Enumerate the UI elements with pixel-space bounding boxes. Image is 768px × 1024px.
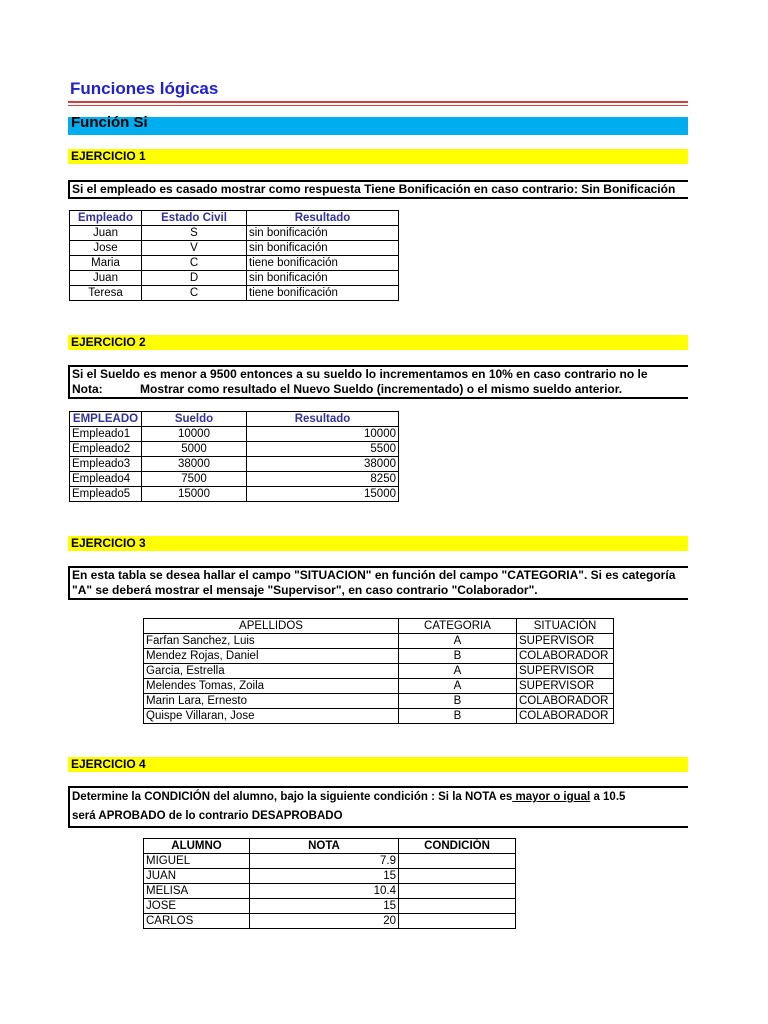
exercise-2-heading: EJERCICIO 2 xyxy=(71,335,146,349)
exercise-1-bar xyxy=(68,149,688,164)
table-row xyxy=(70,226,399,241)
cell-alumno[interactable]: CARLOS xyxy=(144,914,250,929)
table-row xyxy=(144,854,516,869)
cell-empleado[interactable]: Empleado2 xyxy=(70,442,142,457)
title-divider-thin xyxy=(68,105,688,106)
cell-resultado[interactable]: 5500 xyxy=(247,442,399,457)
desc-text-end: a 10.5 xyxy=(590,791,626,803)
cell-nota[interactable]: 20 xyxy=(250,914,399,929)
table-row xyxy=(70,472,399,487)
cell-resultado[interactable]: sin bonificación xyxy=(247,241,399,256)
table-row xyxy=(144,899,516,914)
table-header-row xyxy=(70,412,399,427)
exercise-1-desc-line: Si el empleado es casado mostrar como respuesta Tiene Bonificación en caso contrario: Sin Bonificación xyxy=(72,182,676,196)
cell-empleado[interactable]: Empleado3 xyxy=(70,457,142,472)
table-row xyxy=(144,709,614,724)
desc-text: Determine la CONDICIÓN del alumno, bajo la siguiente condición : Si la NOTA es xyxy=(72,791,513,803)
cell-nota[interactable]: 7.9 xyxy=(250,854,399,869)
cell-situacion[interactable]: SUPERVISOR xyxy=(517,664,614,679)
cell-estado-civil[interactable]: S xyxy=(142,226,247,241)
column-header-apellidos[interactable]: APELLIDOS xyxy=(144,619,399,634)
nota-text: Mostrar como resultado el Nuevo Sueldo (incrementado) o el mismo sueldo anterior. xyxy=(140,382,623,396)
cell-estado-civil[interactable]: V xyxy=(142,241,247,256)
cell-empleado[interactable]: Juan xyxy=(70,271,142,286)
cell-resultado[interactable]: tiene bonificación xyxy=(247,286,399,301)
cell-condicion[interactable] xyxy=(399,914,516,929)
cell-apellidos[interactable]: Marin Lara, Ernesto xyxy=(144,694,399,709)
cell-categoria[interactable]: A xyxy=(399,634,517,649)
table-row xyxy=(144,679,614,694)
cell-situacion[interactable]: COLABORADOR xyxy=(517,649,614,664)
exercise-1-table xyxy=(69,210,399,301)
exercise-3-table xyxy=(143,618,614,724)
cell-categoria[interactable]: A xyxy=(399,679,517,694)
cell-empleado[interactable]: Maria xyxy=(70,256,142,271)
exercise-1-description[interactable] xyxy=(68,180,688,199)
table-row xyxy=(70,271,399,286)
column-header-nota[interactable]: NOTA xyxy=(250,839,399,854)
cell-sueldo[interactable]: 15000 xyxy=(142,487,247,502)
section-title: Función Si xyxy=(71,114,148,131)
exercise-1-heading: EJERCICIO 1 xyxy=(71,149,146,163)
exercise-3-desc-line-1: En esta tabla se desea hallar el campo "SITUACION" en función del campo "CATEGORIA". Si es categoría xyxy=(72,568,676,582)
cell-alumno[interactable]: JOSE xyxy=(144,899,250,914)
cell-estado-civil[interactable]: C xyxy=(142,286,247,301)
exercise-2-description[interactable] xyxy=(68,365,688,399)
cell-condicion[interactable] xyxy=(399,899,516,914)
cell-apellidos[interactable]: Garcia, Estrella xyxy=(144,664,399,679)
nota-label: Nota: xyxy=(72,382,103,396)
column-header-sueldo[interactable]: Sueldo xyxy=(142,412,247,427)
cell-sueldo[interactable]: 38000 xyxy=(142,457,247,472)
cell-nota[interactable]: 10.4 xyxy=(250,884,399,899)
cell-situacion[interactable]: COLABORADOR xyxy=(517,694,614,709)
table-header-row xyxy=(70,211,399,226)
cell-apellidos[interactable]: Farfan Sanchez, Luis xyxy=(144,634,399,649)
table-header-row xyxy=(144,839,516,854)
cell-apellidos[interactable]: Quispe Villaran, Jose xyxy=(144,709,399,724)
exercise-4-table xyxy=(143,838,516,929)
cell-resultado[interactable]: 8250 xyxy=(247,472,399,487)
cell-resultado[interactable]: 10000 xyxy=(247,427,399,442)
table-row xyxy=(144,649,614,664)
column-header-estado-civil[interactable]: Estado Civil xyxy=(142,211,247,226)
cell-alumno[interactable]: JUAN xyxy=(144,869,250,884)
exercise-2-desc-line-1: Si el Sueldo es menor a 9500 entonces a su sueldo lo incrementamos en 10% en caso contrario no le xyxy=(72,367,648,381)
cell-condicion[interactable] xyxy=(399,869,516,884)
table-row xyxy=(70,457,399,472)
page-title: Funciones lógicas xyxy=(70,79,219,98)
column-header-resultado[interactable]: Resultado xyxy=(247,412,399,427)
cell-apellidos[interactable]: Mendez Rojas, Daniel xyxy=(144,649,399,664)
cell-resultado[interactable]: tiene bonificación xyxy=(247,256,399,271)
cell-resultado[interactable]: sin bonificación xyxy=(247,271,399,286)
column-header-empleado[interactable]: Empleado xyxy=(70,211,142,226)
cell-categoria[interactable]: B xyxy=(399,709,517,724)
table-row xyxy=(144,869,516,884)
cell-condicion[interactable] xyxy=(399,854,516,869)
cell-empleado[interactable]: Juan xyxy=(70,226,142,241)
exercise-4-heading: EJERCICIO 4 xyxy=(71,757,146,771)
cell-situacion[interactable]: COLABORADOR xyxy=(517,709,614,724)
table-row xyxy=(144,694,614,709)
cell-empleado[interactable]: Teresa xyxy=(70,286,142,301)
exercise-3-bar xyxy=(68,536,688,551)
cell-empleado[interactable]: Empleado4 xyxy=(70,472,142,487)
table-row xyxy=(70,241,399,256)
cell-resultado[interactable]: 38000 xyxy=(247,457,399,472)
table-row xyxy=(144,634,614,649)
cell-alumno[interactable]: MIGUEL xyxy=(144,854,250,869)
cell-categoria[interactable]: B xyxy=(399,694,517,709)
cell-apellidos[interactable]: Melendes Tomas, Zoila xyxy=(144,679,399,694)
cell-estado-civil[interactable]: D xyxy=(142,271,247,286)
desc-underlined-text: mayor o igual xyxy=(512,791,591,803)
column-header-empleado[interactable]: EMPLEADO xyxy=(70,412,142,427)
cell-empleado[interactable]: Empleado1 xyxy=(70,427,142,442)
table-row xyxy=(144,884,516,899)
table-row xyxy=(70,256,399,271)
column-header-condicion[interactable]: CONDICIÓN xyxy=(399,839,516,854)
cell-estado-civil[interactable]: C xyxy=(142,256,247,271)
exercise-2-bar xyxy=(68,335,688,350)
column-header-alumno[interactable]: ALUMNO xyxy=(144,839,250,854)
table-row xyxy=(70,286,399,301)
exercise-2-desc-line-2 xyxy=(70,382,688,397)
table-row xyxy=(70,427,399,442)
exercise-2-table xyxy=(69,411,399,502)
exercise-4-bar xyxy=(68,757,688,772)
cell-categoria[interactable]: B xyxy=(399,649,517,664)
exercise-4-desc-line-1 xyxy=(70,788,688,807)
exercise-4-description[interactable] xyxy=(68,786,688,828)
column-header-resultado[interactable]: Resultado xyxy=(247,211,399,226)
column-header-situacion[interactable]: SITUACIÓN xyxy=(517,619,614,634)
cell-nota[interactable]: 15 xyxy=(250,869,399,884)
exercise-4-desc-line-2: será APROBADO de lo contrario DESAPROBADO xyxy=(72,810,343,822)
section-header-bar xyxy=(68,114,688,135)
cell-categoria[interactable]: A xyxy=(399,664,517,679)
table-row xyxy=(144,664,614,679)
table-header-row xyxy=(144,619,614,634)
cell-alumno[interactable]: MELISA xyxy=(144,884,250,899)
title-divider xyxy=(68,101,688,103)
cell-sueldo[interactable]: 10000 xyxy=(142,427,247,442)
column-header-categoria[interactable]: CATEGORIA xyxy=(399,619,517,634)
cell-sueldo[interactable]: 7500 xyxy=(142,472,247,487)
cell-resultado[interactable]: 15000 xyxy=(247,487,399,502)
table-row xyxy=(70,442,399,457)
exercise-3-heading: EJERCICIO 3 xyxy=(71,536,146,550)
cell-condicion[interactable] xyxy=(399,884,516,899)
exercise-3-description[interactable] xyxy=(68,566,688,600)
cell-empleado[interactable]: Jose xyxy=(70,241,142,256)
table-row xyxy=(144,914,516,929)
cell-situacion[interactable]: SUPERVISOR xyxy=(517,634,614,649)
cell-sueldo[interactable]: 5000 xyxy=(142,442,247,457)
cell-empleado[interactable]: Empleado5 xyxy=(70,487,142,502)
exercise-3-desc-line-2: "A" se deberá mostrar el mensaje "Supervisor", en caso contrario "Colaborador". xyxy=(72,583,538,597)
cell-nota[interactable]: 15 xyxy=(250,899,399,914)
table-row xyxy=(70,487,399,502)
cell-situacion[interactable]: SUPERVISOR xyxy=(517,679,614,694)
cell-resultado[interactable]: sin bonificación xyxy=(247,226,399,241)
